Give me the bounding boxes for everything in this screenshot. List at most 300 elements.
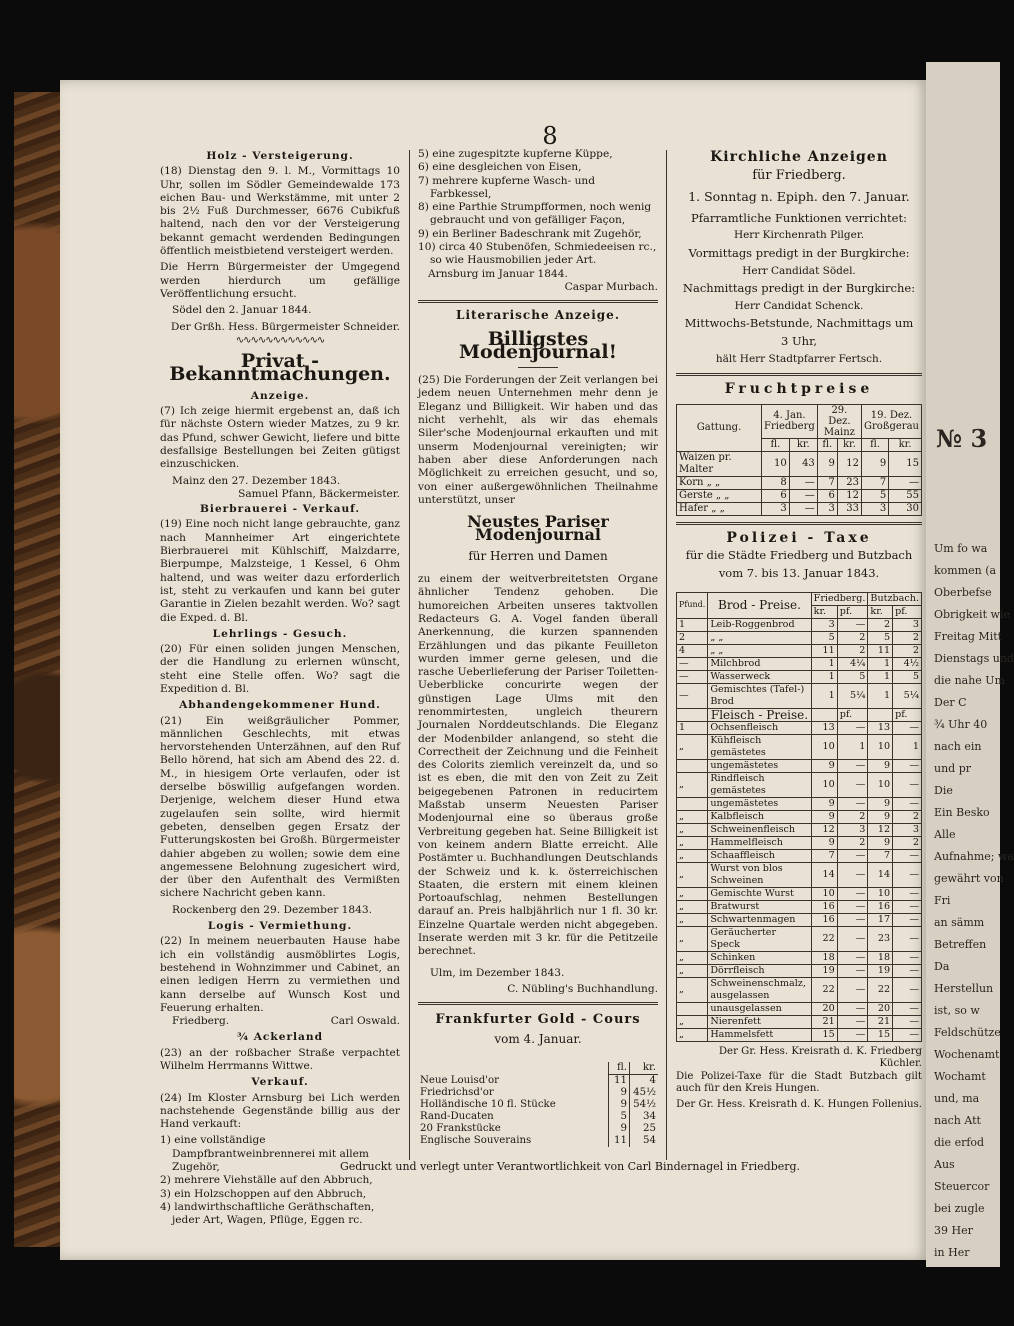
lit-date: Ulm, im Dezember 1843. [430,966,565,979]
table-cell: 19 [811,964,837,977]
table-row [677,797,922,810]
table-cell: 7 [862,476,889,489]
unit-cell: fl. [817,438,837,451]
table-row [677,887,922,900]
column-rule [409,150,410,1160]
table-cell: Geräucherter Speck [708,926,811,951]
table-cell: 55 [889,489,922,502]
table-cell: 13 [811,721,837,734]
lit-signature: C. Nübling's Buchhandlung. [507,982,658,995]
table-cell: 9 [862,451,889,476]
adjacent-text-line: die erfod [934,1136,985,1149]
table-cell: 11 [609,1074,630,1087]
table-cell: 7 [868,849,893,862]
kreisrath-friedberg: Der Gr. Hess. Kreisrath d. K. Friedberg Küchler. [718,1045,922,1069]
table-row [677,644,922,657]
kirche-line: Vormittags predigt in der Burgkirche: [688,245,910,260]
table-cell: — [837,887,868,900]
gold-col-kr: kr. [630,1062,659,1075]
table-cell: „ [677,836,708,849]
table-cell: 13 [868,721,893,734]
table-cell: — [893,887,922,900]
table-cell: 20 [868,1002,893,1015]
table-cell: — [893,797,922,810]
bier-text: (19) Eine noch nicht lange gebrauchte, ganz nach Mannheimer Art eingerichtete Bierbrauerei mit Kühlschiff, Malzdarre, Bierpumpe, Malzsteige, 1 Kessel, 6 Ohm haltend, und was weiter dazu erforderlich ist, steht zu verkaufen und kann bei guter Garantie in Zielen bezahlt werden. Wo? sagt die Exped. d. Bl. [160,518,400,624]
adjacent-text-line: die nahe Um [934,674,1006,687]
table-cell: — [837,913,868,926]
table-cell: Hafer „ „ [677,502,762,515]
table-cell: Bratwurst [708,900,811,913]
gold-heading: Frankfurter Gold - Cours [435,1012,641,1028]
table-cell: 9 [868,836,893,849]
adjacent-text-line: ¾ Uhr 40 [934,718,988,731]
frucht-col3-place: Großgerau [864,421,919,433]
unit-kr: kr. [811,605,837,618]
table-cell: 20 Frankstücke [420,1122,501,1134]
frucht-col1-place: Friedberg [764,421,815,433]
table-cell: Englische Souverains [420,1134,532,1146]
adjacent-text-line: Feldschütze [934,1026,1001,1039]
holz-text: (18) Dienstag den 9. l. M., Vormittags 10 Uhr, sollen im Södler Gemeindewalde 173 eichen Bau- und Werkstämme, mit unter 2 bis 2½ Fuß Durchmesser, 6676 Cubikfuß haltend, nach den vor der Versteigerung bekannt gemacht werdenden Bedingungen öffentlich meistbietend versteigert werden. [160,165,400,258]
table-cell: Wasserweck [708,670,811,683]
table-cell: Schwartenmagen [708,913,811,926]
frucht-heading: Fruchtpreise [724,381,874,398]
table-cell: 9 [811,759,837,772]
table-cell: Schweinenfleisch [708,823,811,836]
verkauf-signature: Caspar Murbach. [564,280,658,293]
table-cell: 12 [868,823,893,836]
table-cell: 2 [677,631,708,644]
adjacent-text-line: Um fo wa [934,542,988,555]
frucht-table [676,404,922,516]
table-cell: 10 [868,772,893,797]
table-cell: Leib-Roggenbrod [708,618,811,631]
table-row [677,772,922,797]
table-cell: Dörrfleisch [708,964,811,977]
table-cell: 33 [837,502,861,515]
adjacent-text-line: bei zugle [934,1202,985,1215]
table-cell: 3 [837,823,868,836]
billig-heading: Billigstes Modenjournal! [459,327,617,363]
table-cell: „ [677,964,708,977]
kirche-line: Nachmittags predigt in der Burgkirche: [682,281,916,296]
adjacent-text-line: in Her [934,1246,970,1259]
column-rule [666,150,667,1160]
table-cell: Rand-Ducaten [420,1110,494,1122]
table-cell: „ [677,849,708,862]
table-cell: „ „ [708,644,811,657]
table-cell: — [837,951,868,964]
adjacent-text-line: kommen (a [934,564,997,577]
table-cell: 9 [609,1099,630,1111]
table-cell: 9 [868,759,893,772]
table-row [418,1074,658,1087]
table-cell: 10 [811,734,837,759]
holz-heading: Holz - Versteigerung. [206,150,354,162]
table-cell: 2 [837,644,868,657]
table-cell: 11 [609,1135,630,1147]
table-cell: — [893,926,922,951]
table-row [677,823,922,836]
table-cell: 16 [868,900,893,913]
table-cell: 45½ [630,1087,659,1099]
verkauf-heading: Verkauf. [251,1076,309,1089]
logis-text: (22) In meinem neuerbauten Hause habe ich ein vollständig ausmöblirtes Logis, bestehend in Wohnzimmer und Cabinet, an einen ledigen Herrn zu vermiethen und kann derselbe auf Wunsch Kost und Feuerung erhalten. [160,935,400,1014]
gold-date: vom 4. Januar. [494,1031,582,1046]
table-cell: „ „ [708,631,811,644]
table-cell: 22 [868,977,893,1002]
divider [676,522,922,525]
table-cell: 20 [811,1002,837,1015]
adjacent-page-edge [926,62,1014,1267]
adjacent-text-line: gewährt von [934,872,1004,885]
table-cell: — [889,476,922,489]
lehr-heading: Lehrlings - Gesuch. [212,627,348,640]
adjacent-text-line: 39 Her [934,1224,973,1237]
table-cell: 18 [811,951,837,964]
table-cell: Neue Louisd'or [420,1074,500,1086]
adjacent-text-line: nach Att [934,1114,981,1127]
adjacent-text-line: und, ma [934,1092,980,1105]
adjacent-text-line: Fri [934,894,951,907]
list-item: 7) mehrere kupferne Wasch- und Farbkessel, [418,174,595,200]
table-cell: 2 [837,810,868,823]
table-cell: 5 [609,1111,630,1123]
table-cell: Schinken [708,951,811,964]
table-cell: 21 [868,1015,893,1028]
table-cell: — [837,797,868,810]
table-cell: 10 [868,887,893,900]
table-cell: 9 [817,451,837,476]
table-cell: 54 [630,1135,659,1147]
table-row [418,1087,658,1099]
anzeige-heading: Anzeige. [250,389,310,402]
table-cell: 12 [837,451,861,476]
table-cell: 15 [868,1028,893,1041]
table-cell: 10 [868,734,893,759]
table-cell: Gerste „ „ [677,489,762,502]
table-cell: 2 [893,631,922,644]
table-cell: „ [677,900,708,913]
table-cell: 3 [893,823,922,836]
table-cell: „ [677,823,708,836]
table-row [677,977,922,1002]
list-item: 6) eine desgleichen von Eisen, [418,161,582,174]
table-row [677,810,922,823]
wavy-divider: ∿∿∿∿∿∿∿∿∿∿∿∿ [235,334,325,346]
frucht-col3-date: 19. Dez. [870,410,913,422]
table-cell: 9 [811,797,837,810]
hund-heading: Abhandengekommener Hund. [179,699,381,712]
table-row [418,1099,658,1111]
table-cell: 6 [817,489,837,502]
table-cell: „ [677,1028,708,1041]
table-cell: 23 [868,926,893,951]
table-row [677,1015,922,1028]
holz-date: Södel den 2. Januar 1844. [172,304,312,317]
unit-cell: kr. [789,438,817,451]
table-row [677,951,922,964]
lit-text-2: zu einem der weitverbreitetsten Organe ähnlicher Tendenz gehoben. Die humoreichen Arbeiten unseres taktvollen Redacteurs G. A. Vogel fanden überall Anerkennung, die kurzen spannenden Erzählungen und das pikante Feuilleton wurden immer gerne gelesen, und die rasche Ueberlieferung der Pariser Toiletten-Ueberblicke concurirte wegen der günstigen Lage Ulms mit den renommirtesten, ungleich theurern Journalen Norddeutschlands. Die Eleganz der Modenbilder anlangend, so steht die Correctheit der Zeichnung und die Feinheit des Colorits ziemlich vereinzelt da, und so ist es eben, die mit den von Zeit zu Zeit beigegebenen Patronen in reducirtem Maßstab unserm Neuesten Pariser Modenjournal eine so überaus große Verbreitung gegeben hat. Seine Billigkeit ist von keinem andern Blatte erreicht. Alle Postämter u. Buchhandlungen Deutschlands der Schweiz und k. k. österreichischen Staaten, die erstern mit einem kleinen Portoaufschlag, nehmen Bestellungen darauf an. Preis halbjährlich nur 1 fl. 30 kr. Einzelne Quartale werden nicht abgegeben. Inserate werden mit 3 kr. für die Petitzeile berechnet. [418,573,658,958]
table-row [677,721,922,734]
anzeige-signature: Samuel Pfann, Bäckermeister. [238,487,400,500]
column-1 [160,148,400,1228]
kirche-heading: Kirchliche Anzeigen [710,149,888,165]
table-cell: 22 [811,977,837,1002]
table-cell: 25 [630,1123,659,1135]
table-cell [677,797,708,810]
table-cell: Kühfleisch gemästetes [708,734,811,759]
table-cell: 22 [811,926,837,951]
hund-text: (21) Ein weißgräulicher Pommer, männlichen Geschlechts, mit etwas hervorstehenden Unterzähnen, auf den Ruf Bello hörend, hat sich am Abend des 22. d. M., in hiesigem Orte verlaufen, oder ist derselbe böswillig aufgefangen worden. Derjenige, welchem dieser Hund etwa zugelaufen sein sollte, wird hiermit gebeten, denselben gegen Ersatz der Futterungskosten bei Großh. Bürgermeister dahier abgeben zu wollen; sowie dem eine angemessene Belohnung zugesichert wird, der über den Aufenthalt des Vermißten sichere Nachricht geben kann. [160,714,400,900]
table-cell: 5 [837,670,868,683]
table-cell: Milchbrod [708,657,811,670]
table-cell: 1 [677,618,708,631]
table-row [677,1002,922,1015]
short-rule [518,367,558,368]
divider [418,300,658,303]
unit-cell: fl. [762,438,790,451]
brod-heading: Brod - Preise. [708,592,811,618]
table-row [677,502,922,515]
table-cell: — [837,849,868,862]
adjacent-text-line: Der C [934,696,967,709]
unit-kr: kr. [868,605,893,618]
table-cell: 5 [893,670,922,683]
bier-heading: Bierbrauerei - Verkauf. [199,503,361,516]
table-cell: 4 [677,644,708,657]
table-cell: 12 [837,489,861,502]
column-2 [418,148,658,1147]
table-cell: 16 [811,900,837,913]
table-cell: 6 [762,489,790,502]
table-cell: Wurst von blos Schweinen [708,862,811,887]
list-item: 9) ein Berliner Badeschrank mit Zugehör, [418,227,642,240]
table-cell: Korn „ „ [677,476,762,489]
table-cell: 1 [868,670,893,683]
table-row [677,476,922,489]
adjacent-text-line: Wochamt [934,1070,986,1083]
table-cell: 3 [811,618,837,631]
table-cell: 8 [762,476,790,489]
table-cell: 1 [893,734,922,759]
logis-place: Friedberg. [172,1015,230,1028]
table-cell: 5 [811,631,837,644]
table-cell: 15 [811,1028,837,1041]
table-cell: unausgelassen [708,1002,811,1015]
table-cell: — [789,476,817,489]
table-cell: — [837,900,868,913]
table-cell: 11 [811,644,837,657]
neustes-heading: Neustes Pariser Modenjournal [467,512,609,545]
neustes-sub: für Herren und Damen [468,548,608,563]
kirche-date: 1. Sonntag n. Epiph. den 7. Januar. [688,189,910,205]
table-row [677,900,922,913]
verkauf-text: (24) Im Kloster Arnsburg bei Lich werden nachstehende Gegenstände billig aus der Hand verkauft: [160,1091,400,1131]
table-cell: — [837,862,868,887]
table-cell: Nierenfett [708,1015,811,1028]
table-cell: 10 [762,451,790,476]
list-item: 5) eine zugespitzte kupferne Küppe, [418,148,613,160]
table-row [418,1123,658,1135]
table-cell: 17 [868,913,893,926]
table-cell: 1 [868,683,893,708]
table-cell [677,1002,708,1015]
table-cell: Rindfleisch gemästetes [708,772,811,797]
table-cell: — [893,862,922,887]
table-cell: 1 [677,721,708,734]
acker-heading: ¾ Ackerland [236,1031,324,1044]
table-cell: 9 [868,810,893,823]
table-cell: „ [677,913,708,926]
frucht-col2-place: Mainz [823,426,855,438]
kirche-line: Pfarramtliche Funktionen verrichtet: [691,210,907,225]
adjacent-text-line: Da [934,960,950,973]
table-cell: 18 [868,951,893,964]
table-cell: 1 [811,670,837,683]
unit-cell: kr. [837,438,861,451]
table-cell: 7 [811,849,837,862]
table-cell: Kalbfleisch [708,810,811,823]
adjacent-text-line: Obrigkeit wie [934,608,1010,621]
table-row [677,631,922,644]
table-cell: 7 [817,476,837,489]
table-cell: 1 [868,657,893,670]
table-cell: — [893,977,922,1002]
table-row [677,862,922,887]
verkauf-date: Arnsburg im Januar 1844. [428,267,568,280]
table-cell: 2 [893,810,922,823]
table-cell: — [837,772,868,797]
table-cell: 1 [837,734,868,759]
table-row [677,1028,922,1041]
table-cell: — [893,759,922,772]
table-row [677,451,922,476]
privat-heading: Privat - Bekanntmachungen. [169,350,391,386]
table-cell: 1 [811,683,837,708]
unit-pf: pf. [893,708,922,721]
table-cell: 14 [868,862,893,887]
table-cell: — [893,721,922,734]
table-cell: — [893,964,922,977]
table-cell: 2 [837,836,868,849]
adjacent-text-line: Wochenamt [934,1048,1000,1061]
table-cell: Gemischtes (Tafel-) Brod [708,683,811,708]
table-cell: — [893,849,922,862]
adjacent-text-line: Dienstags und [934,652,1014,665]
anzeige-date: Mainz den 27. Dezember 1843. [172,474,341,487]
table-cell: — [837,926,868,951]
lehr-text: (20) Für einen soliden jungen Menschen, der die Handlung zu erlernen wünscht, steht eine Stelle offen. Wo? sagt die Expedition d. Bl. [160,643,400,695]
acker-text: (23) an der roßbacher Straße verpachtet Wilhelm Herrmanns Wittwe. [160,1046,400,1072]
list-item: 4) landwirthschaftliche Geräthschaften, jeder Art, Wagen, Pflüge, Eggen rc. [160,1200,375,1227]
table-row [677,849,922,862]
kirche-sub: für Friedberg. [752,167,846,183]
table-cell: „ [677,734,708,759]
table-cell: „ [677,862,708,887]
kirche-line: Herr Candidat Södel. [742,264,856,277]
table-cell: Gemischte Wurst [708,887,811,900]
page-number: 8 [542,122,558,150]
kirche-line: Herr Candidat Schenck. [734,299,864,312]
friedberg-label: Friedberg. [811,592,868,605]
adjacent-text-line: Freitag Mitt [934,630,1003,643]
table-cell: — [837,977,868,1002]
table-row [677,759,922,772]
table-cell: 2 [868,618,893,631]
kirche-line: Herr Kirchenrath Pilger. [733,229,865,242]
table-cell: — [789,489,817,502]
table-cell: — [837,1002,868,1015]
table-cell: — [837,964,868,977]
table-cell: 9 [868,797,893,810]
table-row [418,1111,658,1123]
table-cell: 9 [609,1123,630,1135]
table-cell: 5¼ [893,683,922,708]
table-cell: — [837,1015,868,1028]
pfund-label: Pfund. [677,592,708,618]
gold-table [418,1062,658,1147]
adjacent-text-line: Aus [934,1158,955,1171]
table-cell: 19 [868,964,893,977]
table-cell: 3 [762,502,790,515]
logis-signature: Carl Oswald. [330,1015,400,1028]
table-row [677,489,922,502]
logis-heading: Logis - Vermiethung. [207,920,353,933]
table-cell: „ [677,977,708,1002]
list-item: 2) mehrere Viehställe auf den Abbruch, [160,1174,373,1187]
table-row [677,670,922,683]
table-cell: „ [677,926,708,951]
table-cell: 1 [811,657,837,670]
table-cell: 30 [889,502,922,515]
adjacent-text-line: Die [934,784,953,797]
polizei-heading: Polizei - Taxe [726,529,872,546]
table-cell: 14 [811,862,837,887]
adjacent-text-line: ist, so w [934,1004,980,1017]
table-cell: 15 [889,451,922,476]
table-cell: 23 [837,476,861,489]
table-row [677,913,922,926]
table-cell: 3 [862,502,889,515]
table-cell: 11 [868,644,893,657]
table-cell [677,759,708,772]
table-cell: — [837,1028,868,1041]
table-cell: — [677,683,708,708]
lit-text-1: (25) Die Forderungen der Zeit verlangen bei jedem neuen Unternehmen mehr denn je Eleganz und Billigkeit. Wir haben und das nicht verhehlt, als wir das ehemals Siler'sche Modenjournal erkauften und mit unserm Modenjournal vereinigten; wir haben aber diese Anforderungen nach Möglichkeit zu erreichen gesucht, und so, von einer außergewöhnlichen Theilnahme unterstützt, unser [418,374,658,506]
frucht-col1-date: 4. Jan. [773,410,806,422]
table-cell: 2 [893,644,922,657]
table-cell: — [789,502,817,515]
table-cell: — [677,657,708,670]
taxe-note: Die Polizei-Taxe für die Stadt Butzbach gilt auch für den Kreis Hungen. [676,1070,922,1094]
table-cell: Holländische 10 fl. Stücke [420,1098,556,1110]
adjacent-text-line: Aufnahme; wa [934,850,1014,863]
table-cell: „ [677,951,708,964]
table-row [677,618,922,631]
adjacent-text-line: nach ein [934,740,982,753]
table-cell: — [893,1015,922,1028]
polizei-sub: für die Städte Friedberg und Butzbach [685,548,913,563]
imprint-footer: Gedruckt und verlegt unter Verantwortlichkeit von Carl Bindernagel in Friedberg. [339,1160,801,1173]
adjacent-text-line: Betreffen [934,938,987,951]
table-cell: „ [677,810,708,823]
list-item: 10) circa 40 Stubenöfen, Schmiedeeisen rc., so wie Hausmobilien jeder Art. [418,241,657,267]
table-cell: 9 [811,810,837,823]
divider [676,373,922,376]
table-cell: Ochsenfleisch [708,721,811,734]
table-row [418,1135,658,1147]
